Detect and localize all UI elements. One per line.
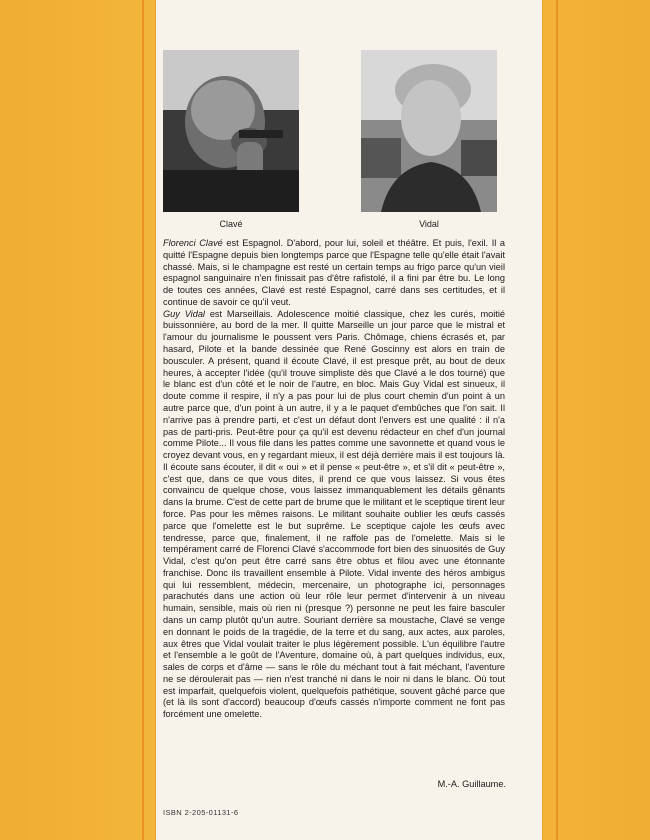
caption-clave: Clavé xyxy=(219,219,243,229)
name-vidal: Guy Vidal xyxy=(163,308,205,319)
paragraph-vidal xyxy=(163,309,505,721)
name-clave: Florenci Clavé xyxy=(163,238,223,248)
border-stripe-right xyxy=(556,0,558,840)
biography-text xyxy=(163,238,505,721)
paragraph-clave xyxy=(163,238,505,309)
portrait-clave-image xyxy=(163,50,299,212)
photo-clave xyxy=(163,50,299,212)
photo-vidal xyxy=(361,50,497,212)
caption-vidal: Vidal xyxy=(419,219,439,229)
author-signature: M.-A. Guillaume. xyxy=(437,779,506,789)
paragraph-clave-body: est Espagnol. D'abord, pour lui, soleil et théâtre. Et puis, l'exil. Il a quitté l'Espagne depuis bien longtemps parce que l'Espagne telle qu'elle était l'avait chassé. Mais, si le champagne est resté un certain temps au frigo parce qu'un vieil espagnol sanguinaire n'en finissait pas d'être rafistolé, il a fini par être bu. Le long de toutes ces années, Clavé est resté Espagnol, carré dans ses certitudes, et il continue de savoir ce qu'il veut. xyxy=(163,238,506,307)
portrait-vidal-image xyxy=(361,50,497,212)
border-stripe-left xyxy=(142,0,144,840)
paragraph-vidal-body: est Marseillais. Adolescence moitié classique, chez les curés, moitié buissonnière, au bord de la mer. Il quitte Marseille un jour parce que le mistral et l'amour du journalisme le poussent vers Paris. Chômage, chiens écrasés et, par hasard, Pilote et la bande dessinée que René Goscinny est alors en train de bousculer. A présent, quand il écoute Clavé, il est presque prêt, au bout de deux heures, à accepter l'idée (qu'il trouve simpliste dès que Clavé a le dos tourné) que le blanc est d'un côté et le noir de l'autre, en bloc. Mais Guy Vidal est sinueux, il doute comme il respire, il n'y a pas pour lui de plus court chemin d'un point à un autre parce que, d'un point à un autre, il y a le paquet d'embûches que l'on sait. Il n'arrive pas à prendre parti, et c'est un défaut dont l'envers est une qualité : il n'a pas de parti-pris. Peut-être pour ça qu'il est devenu rédacteur en chef d'un journal comme Pilote... Il vous file dans les pattes comme une savonnette et quand vous le croyez devant vous, en y regardant mieux, il est déjà derrière mais il est toujours là. Il écoute sans écouter, il dit « oui » et il pense « peut-être », et s'il dit « peut-être », c'est que, dans ce que vous dites, il prend ce que vous laissez. Si vous êtes convaincu de quelque chose, vous laissez immanquablement les détails gênants dans la brume. C'est de cette part de brume que le militant et le sceptique tirent leur force. Pas pour les mêmes raisons. Le militant souhaite oublier les œufs cassés parce que l'omelette est le but suprême. Le sceptique cajole les œufs avec tendresse, parce que, finalement, il ne raffole pas de l'omelette. Mais si le tempérament carré de Florenci Clavé s'accommode fort bien des sinuosités de Guy Vidal, c'est qu'on peut être carré sans être obtus et filou avec une étonnante franchise. Donc ils travaillent ensemble à Pilote. Vidal invente des héros ambigus qui lui ressemblent, médecin, mercenaire, un photographe ici, personnages parachutés dans une action où leur rôle leur permet d'intervenir à un niveau humain, sensible, mais où rien ni (presque ?) personne ne peut les faire basculer dans un camp plutôt qu'un autre. Souriant derrière sa moustache, Clavé se venge en donnant le poids de la tragédie, de la terre et du sang, aux actes, aux paroles, aux êtres que Vidal voulait traiter le plus légèrement possible. L'un équilibre l'autre et l'ensemble a le goût de l'Aventure, domaine où, à part quelques individus, eux, sales de corps et d'âme — sans le rôle du méchant tout à fait méchant, l'aventure ne se déroulerait pas — rien n'est tranché ni dans le noir ni dans le blanc. Où tout est imparfait, quelquefois violent, quelquefois pathétique, souvent gâché parce que (et là ils sont d'accord) beaucoup d'œufs cassés n'importe comment ne font pas forcément une omelette. xyxy=(163,308,505,720)
isbn-number: ISBN 2-205-01131-6 xyxy=(163,808,239,817)
